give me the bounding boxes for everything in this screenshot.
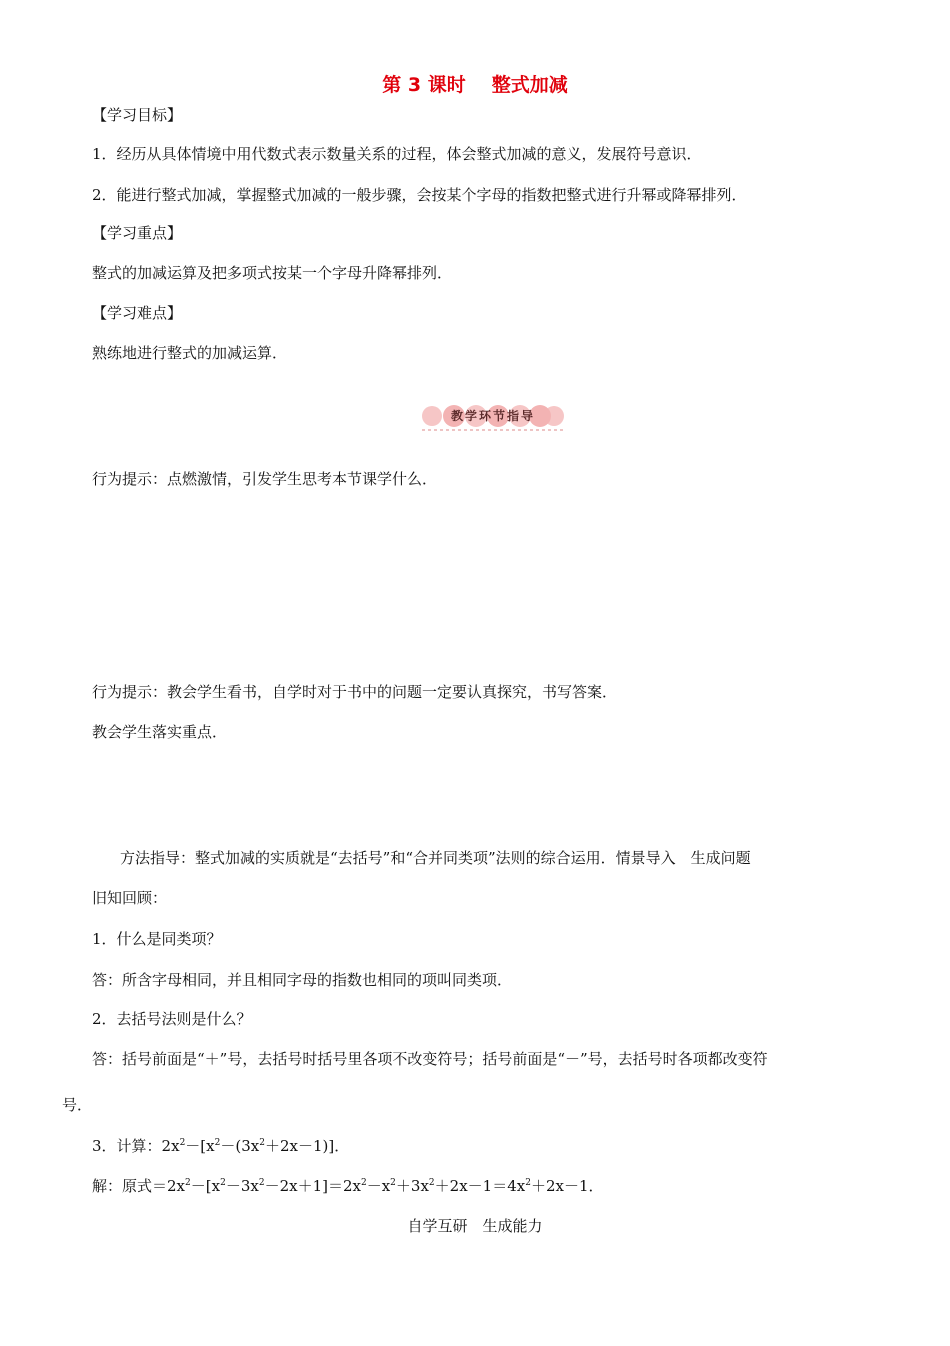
- page-title: [0, 70, 950, 97]
- solution-expression: $2x^2-[x^2-3x^2-2x+1]=2x^2-x^2+3x^2+2x-1=4x^2+2x-1$．: [167, 1177, 604, 1195]
- objectives-header: 【学习目标】: [92, 106, 183, 124]
- review-answer-2-line-2: 号．: [62, 1096, 93, 1114]
- difficulties-text: 熟练地进行整式的加减运算．: [92, 344, 288, 362]
- section-banner: [420, 404, 566, 432]
- key-points-header: 【学习重点】: [92, 224, 183, 242]
- banner-label: 教学环节指导: [450, 409, 535, 423]
- solution-label: 解：原式＝: [92, 1177, 168, 1195]
- hint-3: 教会学生落实重点．: [92, 723, 228, 741]
- hint-1: 行为提示：点燃激情，引发学生思考本节课学什么．: [92, 470, 438, 488]
- review-question-3: [92, 1135, 349, 1156]
- lesson-number: 第 3 课时: [382, 74, 466, 96]
- lesson-topic: 整式加减: [491, 74, 568, 96]
- method-guidance: 方法指导：整式加减的实质就是“去括号”和“合并同类项”法则的综合运用．情景导入 生成问题: [120, 849, 751, 867]
- review-answer-2-line-1: 答：括号前面是“＋”号，去括号时括号里各项不改变符号；括号前面是“－”号，去括号时各项都改变符: [92, 1050, 768, 1068]
- question-3-label: 3．计算：: [92, 1137, 162, 1155]
- review-question-1: 1．什么是同类项？: [92, 930, 222, 948]
- solution-3: [92, 1175, 604, 1196]
- review-question-2: 2．去括号法则是什么？: [92, 1010, 252, 1028]
- review-header: 旧知回顾：: [92, 889, 168, 907]
- key-points-text: 整式的加减运算及把多项式按某一个字母升降幂排列．: [92, 264, 453, 282]
- hint-2: 行为提示：教会学生看书，自学时对于书中的问题一定要认真探究，书写答案．: [92, 683, 618, 701]
- difficulties-header: 【学习难点】: [92, 304, 183, 322]
- question-3-expression: $2x^2-[x^2-(3x^2+2x-1)]$．: [161, 1137, 350, 1155]
- objective-item-1: 1．经历从具体情境中用代数式表示数量关系的过程，体会整式加减的意义，发展符号意识．: [92, 145, 702, 163]
- objective-item-2: 2．能进行整式加减，掌握整式加减的一般步骤，会按某个字母的指数把整式进行升幂或降幂排列．: [92, 186, 747, 204]
- section-heading-self-study: 自学互研 生成能力: [407, 1217, 543, 1235]
- review-answer-1: 答：所含字母相同，并且相同字母的指数也相同的项叫同类项．: [92, 971, 513, 989]
